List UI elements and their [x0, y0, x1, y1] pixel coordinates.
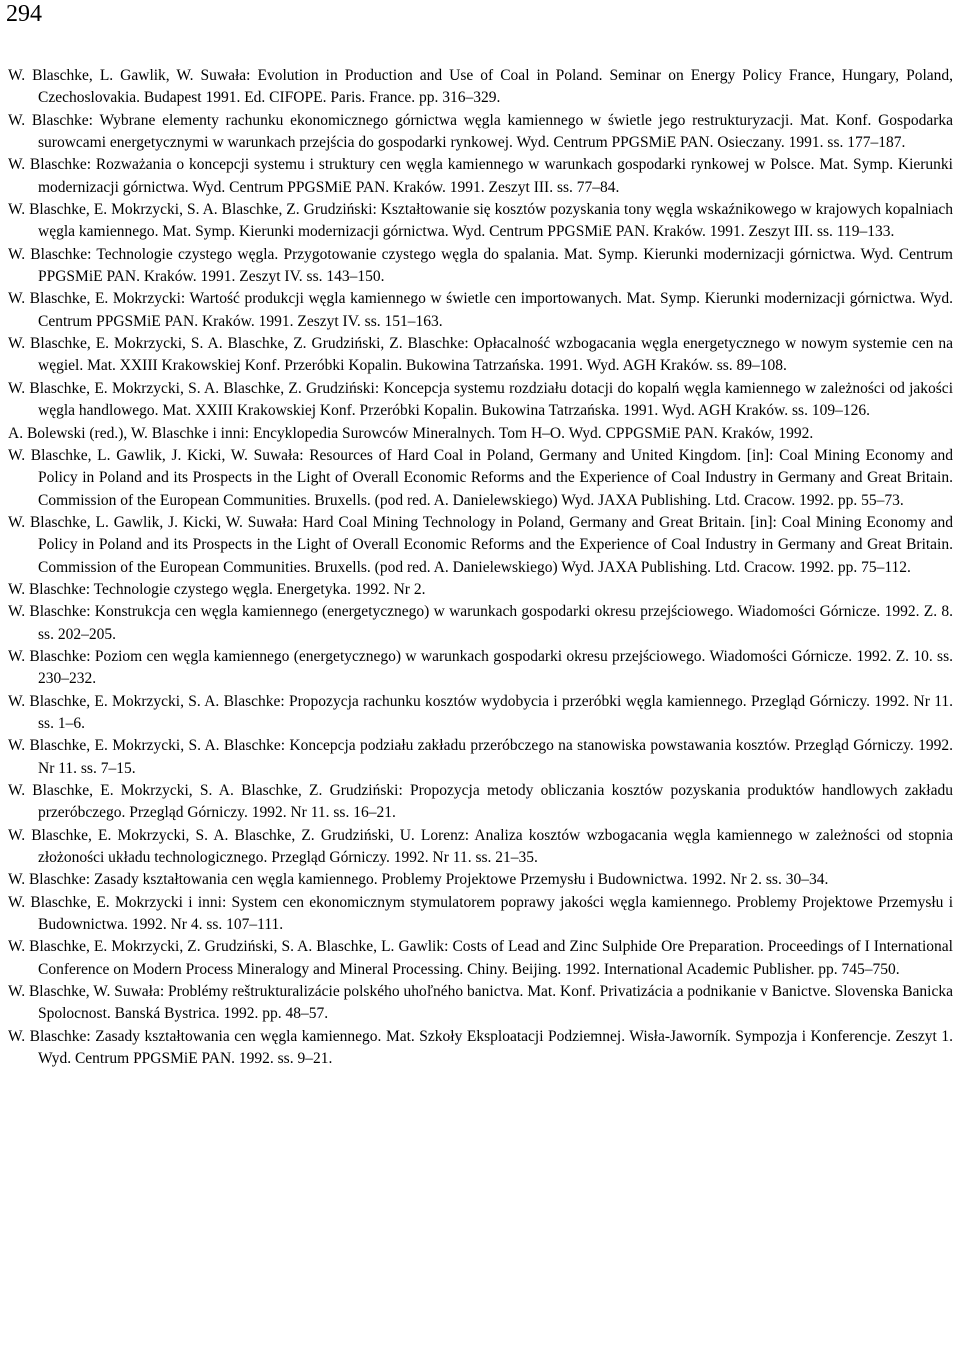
reference-entry: W. Blaschke, E. Mokrzycki, S. A. Blaschke: Koncepcja podziału zakładu przeróbczego na stanowiska powstawania kosztów. Przegląd Górniczy. 1992. Nr 11. ss. 7–15.	[8, 737, 953, 777]
reference-entry: W. Blaschke: Wybrane elementy rachunku ekonomicznego górnictwa węgla kamiennego w świetle jego restrukturyzacji. Mat. Konf. Gospodarka surowcami energetycznymi w warunkach przejścia do gospodarki rynkowej. Wyd. Centrum PPGSMiE PAN. Osieczany. 1991. ss. 177–187.	[8, 111, 953, 152]
reference-entry: W. Blaschke, E. Mokrzycki, S. A. Blaschke, Z. Grudziński: Koncepcja systemu rozdziału dotacji do kopalń węgla kamiennego w zależności od jakości węgla handlowego. Mat. XXIII Krakowskiej Konf. Przeróbki Kopalin. Bukowina Tatrzańska. 1991. Wyd. AGH Kraków. ss. 109–126.	[8, 379, 953, 420]
reference-entry: W. Blaschke, E. Mokrzycki, S. A. Blaschke: Propozycja rachunku kosztów wydobycia i przeróbki węgla kamiennego. Przegląd Górniczy. 1992. Nr 11. ss. 1–6.	[8, 692, 953, 732]
reference-entry: W. Blaschke, E. Mokrzycki, S. A. Blaschke, Z. Grudziński: Propozycja metody obliczania kosztów pozyskania produktów handlowych zakładu przeróbczego. Przegląd Górniczy. 1992. Nr 11. ss. 16–21.	[8, 782, 953, 822]
reference-list	[8, 65, 953, 1070]
reference-entry: W. Blaschke, L. Gawlik, J. Kicki, W. Suwała: Hard Coal Mining Technology in Poland, Germany and Great Britain. [in]: Coal Mining Economy and Policy in Poland and its Prospects in the Light of Overall Economic Reforms and the Experience of Coal Industry in Germany and Great Britain. Commission of the European Communities. Bruxells. (pod red. A. Danielewskiego) Wyd. JAXA Publishing. Ltd. Cracow. 1992. pp. 75–112.	[8, 513, 953, 576]
reference-entry: W. Blaschke: Technologie czystego węgla. Przygotowanie czystego węgla do spalania. Mat. Symp. Kierunki modernizacji górnictwa. Wyd. Centrum PPGSMiE PAN. Kraków. 1991. Zeszyt IV. ss. 143–150.	[8, 245, 953, 286]
reference-entry: W. Blaschke: Rozważania o koncepcji systemu i struktury cen węgla kamiennego w warunkach gospodarki rynkowej w Polsce. Mat. Symp. Kierunki modernizacji górnictwa. Wyd. Centrum PPGSMiE PAN. Kraków. 1991. Zeszyt III. ss. 77–84.	[8, 156, 953, 196]
reference-entry: W. Blaschke, W. Suwała: Problémy reštrukturalizácie polského uhoľného banictva. Mat. Konf. Privatizácia a podnikanie v Banictve. Slovenska Banicka Spolocnost. Banská Bystrica. 1992. pp. 48–57.	[8, 983, 953, 1023]
reference-entry: W. Blaschke, L. Gawlik, J. Kicki, W. Suwała: Resources of Hard Coal in Poland, Germany and United Kingdom. [in]: Coal Mining Economy and Policy in Poland and its Prospects in the Light of Overall Economic Reforms and the Experience of Coal Industry in Germany and Great Britain. Commission of the European Communities. Bruxells. (pod red. A. Danielewskiego) Wyd. JAXA Publishing. Ltd. Cracow. 1992. pp. 55–73.	[8, 446, 953, 509]
reference-entry: W. Blaschke: Poziom cen węgla kamiennego (energetycznego) w warunkach gospodarki okresu przejściowego. Wiadomości Górnicze. 1992. Z. 10. ss. 230–232.	[8, 647, 953, 688]
reference-entry: A. Bolewski (red.), W. Blaschke i inni: Encyklopedia Surowców Mineralnych. Tom H–O. Wyd. CPPGSMiE PAN. Kraków, 1992.	[8, 424, 814, 442]
reference-entry: W. Blaschke, E. Mokrzycki i inni: System cen ekonomicznym stymulatorem poprawy jakości węgla kamiennego. Problemy Projektowe Przemysłu i Budownictwa. 1992. Nr 4. ss. 107–111.	[8, 893, 953, 934]
reference-entry: W. Blaschke, E. Mokrzycki, Z. Grudziński, S. A. Blaschke, L. Gawlik: Costs of Lead and Zinc Sulphide Ore Preparation. Proceedings of I International Conference on Modern Process Mineralogy and Mineral Processing. Chiny. Beijing. 1992. International Academic Publisher. pp. 745–750.	[8, 938, 953, 978]
reference-entry: W. Blaschke: Technologie czystego węgla. Energetyka. 1992. Nr 2.	[8, 580, 426, 598]
reference-entry: W. Blaschke, E. Mokrzycki, S. A. Blaschke, Z. Grudziński: Kształtowanie się kosztów pozyskania tony węgla wskaźnikowego w krajowych kopalniach węgla kamiennego. Mat. Symp. Kierunki modernizacji górnictwa. Wyd. Centrum PPGSMiE PAN. Kraków. 1991. Zeszyt III. ss. 119–133.	[8, 201, 953, 241]
reference-entry: W. Blaschke, L. Gawlik, W. Suwała: Evolution in Production and Use of Coal in Poland. Seminar on Energy Policy France, Hungary, Poland, Czechoslovakia. Budapest 1991. Ed. CIFOPE. Paris. France. pp. 316–329.	[8, 67, 953, 107]
page-number: 294	[6, 1, 42, 27]
reference-entry: W. Blaschke: Zasady kształtowania cen węgla kamiennego. Problemy Projektowe Przemysłu i Budownictwa. 1992. Nr 2. ss. 30–34.	[8, 871, 829, 889]
reference-entry: W. Blaschke: Konstrukcja cen węgla kamiennego (energetycznego) w warunkach gospodarki okresu przejściowego. Wiadomości Górnicze. 1992. Z. 8. ss. 202–205.	[8, 603, 953, 643]
reference-entry: W. Blaschke, E. Mokrzycki, S. A. Blaschke, Z. Grudziński, U. Lorenz: Analiza kosztów wzbogacania węgla kamiennego w zależności od stopnia złożoności układu technologicznego. Przegląd Górniczy. 1992. Nr 11. ss. 21–35.	[8, 826, 953, 867]
reference-entry: W. Blaschke, E. Mokrzycki, S. A. Blaschke, Z. Grudziński, Z. Blaschke: Opłacalność wzbogacania węgla energetycznego w nowym systemie cen na węgiel. Mat. XXIII Krakowskiej Konf. Przeróbki Kopalin. Bukowina Tatrzańska. 1991. Wyd. AGH Kraków. ss. 89–108.	[8, 335, 953, 375]
reference-entry: W. Blaschke: Zasady kształtowania cen węgla kamiennego. Mat. Szkoły Eksploatacji Podziemnej. Wisła-Jaworník. Sympozja i Konferencje. Zeszyt 1. Wyd. Centrum PPGSMiE PAN. 1992. ss. 9–21.	[8, 1027, 953, 1068]
reference-entry: W. Blaschke, E. Mokrzycki: Wartość produkcji węgla kamiennego w świetle cen importowanych. Mat. Symp. Kierunki modernizacji górnictwa. Wyd. Centrum PPGSMiE PAN. Kraków. 1991. Zeszyt IV. ss. 151–163.	[8, 290, 953, 330]
